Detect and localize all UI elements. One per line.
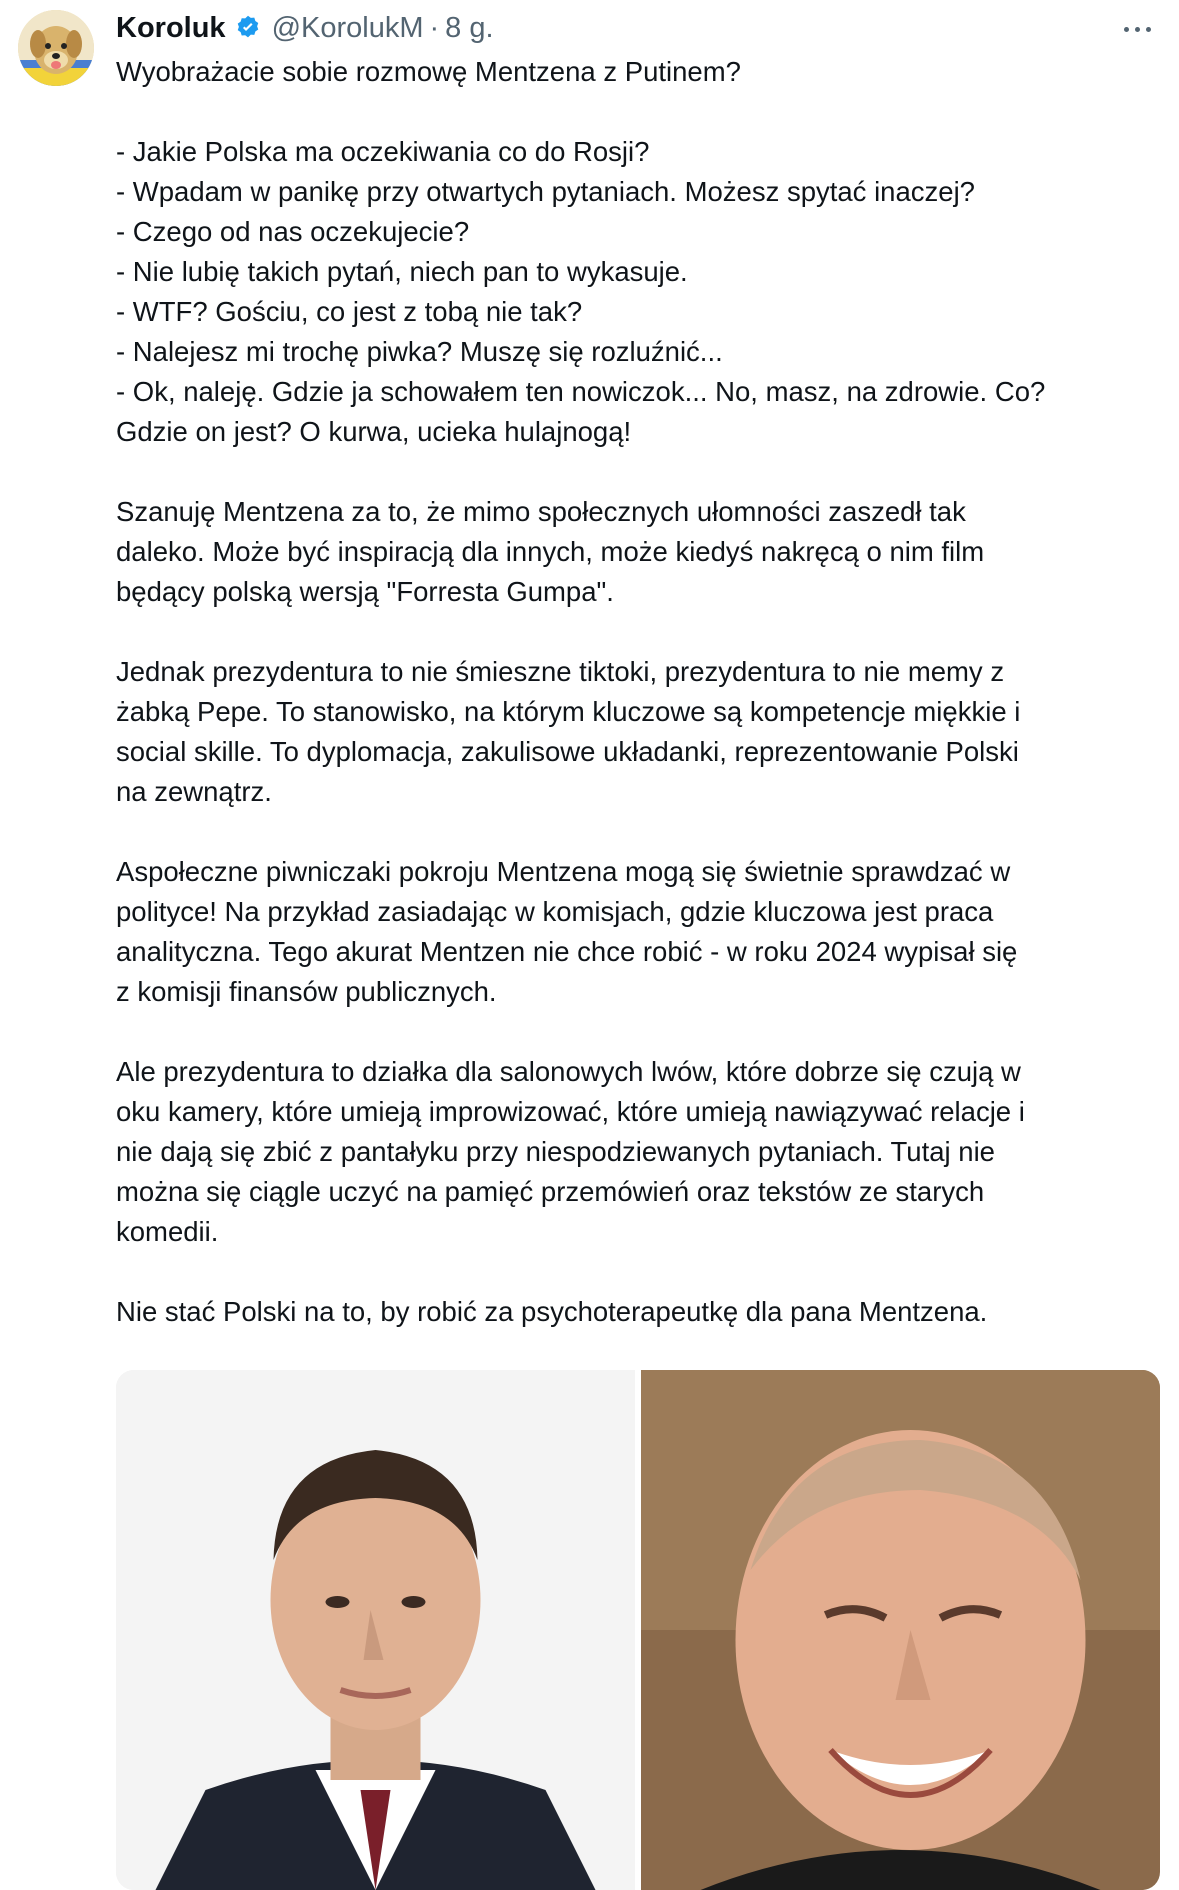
text-line: żabką Pepe. To stanowisko, na którym kluczowe są kompetencje miękkie i xyxy=(116,696,1021,727)
text-line: Ale prezydentura to działka dla salonowych lwów, które dobrze się czują w xyxy=(116,1056,1021,1087)
text-line: Wyobrażacie sobie rozmowę Mentzena z Putinem? xyxy=(116,56,741,87)
photo-right[interactable] xyxy=(641,1370,1160,1890)
paragraph-gap xyxy=(116,452,1156,492)
text-line: - Nalejesz mi trochę piwka? Muszę się rozluźnić... xyxy=(116,336,723,367)
text-line: z komisji finansów publicznych. xyxy=(116,976,497,1007)
text-line: analityczna. Tego akurat Mentzen nie chce robić - w roku 2024 wypisał się xyxy=(116,936,1018,967)
text-line: nie dają się zbić z pantałyku przy niespodziewanych pytaniach. Tutaj nie xyxy=(116,1136,995,1167)
author-handle[interactable]: @KorolukM xyxy=(271,11,424,44)
text-line: Aspołeczne piwniczaki pokroju Mentzena mogą się świetnie sprawdzać w xyxy=(116,856,1011,887)
more-dot xyxy=(1135,27,1140,32)
text-line: social skille. To dyplomacja, zakulisowe układanki, reprezentowanie Polski xyxy=(116,736,1019,767)
text-line: - Nie lubię takich pytań, niech pan to wykasuje. xyxy=(116,256,688,287)
text-line: - WTF? Gościu, co jest z tobą nie tak? xyxy=(116,296,583,327)
tweet-header xyxy=(116,8,494,48)
more-dot xyxy=(1124,27,1129,32)
more-options-icon[interactable] xyxy=(1117,14,1157,44)
tweet-text xyxy=(116,52,1156,1332)
text-line: - Ok, naleję. Gdzie ja schowałem ten nowiczok... No, masz, na zdrowie. Co? xyxy=(116,376,1046,407)
text-line: komedii. xyxy=(116,1216,219,1247)
text-line: Gdzie on jest? O kurwa, ucieka hulajnogą! xyxy=(116,416,632,447)
paragraph-gap xyxy=(116,612,1156,652)
text-line: polityce! Na przykład zasiadając w komisjach, gdzie kluczowa jest praca xyxy=(116,896,994,927)
text-line: - Wpadam w panikę przy otwartych pytaniach. Możesz spytać inaczej? xyxy=(116,176,975,207)
more-dot xyxy=(1146,27,1151,32)
timestamp[interactable]: 8 g. xyxy=(445,11,494,44)
text-line: będący polską wersją "Forresta Gumpa". xyxy=(116,576,614,607)
text-line: oku kamery, które umieją improwizować, które umieją nawiązywać relacje i xyxy=(116,1096,1025,1127)
text-line: Szanuję Mentzena za to, że mimo społecznych ułomności zaszedł tak xyxy=(116,496,966,527)
text-line: daleko. Może być inspiracją dla innych, może kiedyś nakręcą o nim film xyxy=(116,536,985,567)
author-name[interactable]: Koroluk xyxy=(116,11,226,44)
paragraph-gap xyxy=(116,1012,1156,1052)
paragraph-gap xyxy=(116,812,1156,852)
separator-dot: · xyxy=(429,11,440,44)
photo-left[interactable] xyxy=(116,1370,635,1890)
portrait-laughing-man-image xyxy=(641,1370,1160,1890)
portrait-man-in-suit-image xyxy=(116,1370,635,1890)
tweet-media[interactable] xyxy=(116,1370,1160,1890)
text-line: można się ciągle uczyć na pamięć przemówień oraz tekstów ze starych xyxy=(116,1176,985,1207)
avatar-dog-image xyxy=(18,10,94,86)
text-line: Jednak prezydentura to nie śmieszne tiktoki, prezydentura to nie memy z xyxy=(116,656,1005,687)
text-line: - Jakie Polska ma oczekiwania co do Rosji? xyxy=(116,136,650,167)
text-line: Nie stać Polski na to, by robić za psychoterapeutkę dla pana Mentzena. xyxy=(116,1296,988,1327)
verified-badge-icon xyxy=(234,14,262,42)
paragraph-gap xyxy=(116,1252,1156,1292)
text-line: na zewnątrz. xyxy=(116,776,272,807)
avatar[interactable] xyxy=(18,10,94,86)
text-line: - Czego od nas oczekujecie? xyxy=(116,216,470,247)
paragraph-gap xyxy=(116,92,1156,132)
